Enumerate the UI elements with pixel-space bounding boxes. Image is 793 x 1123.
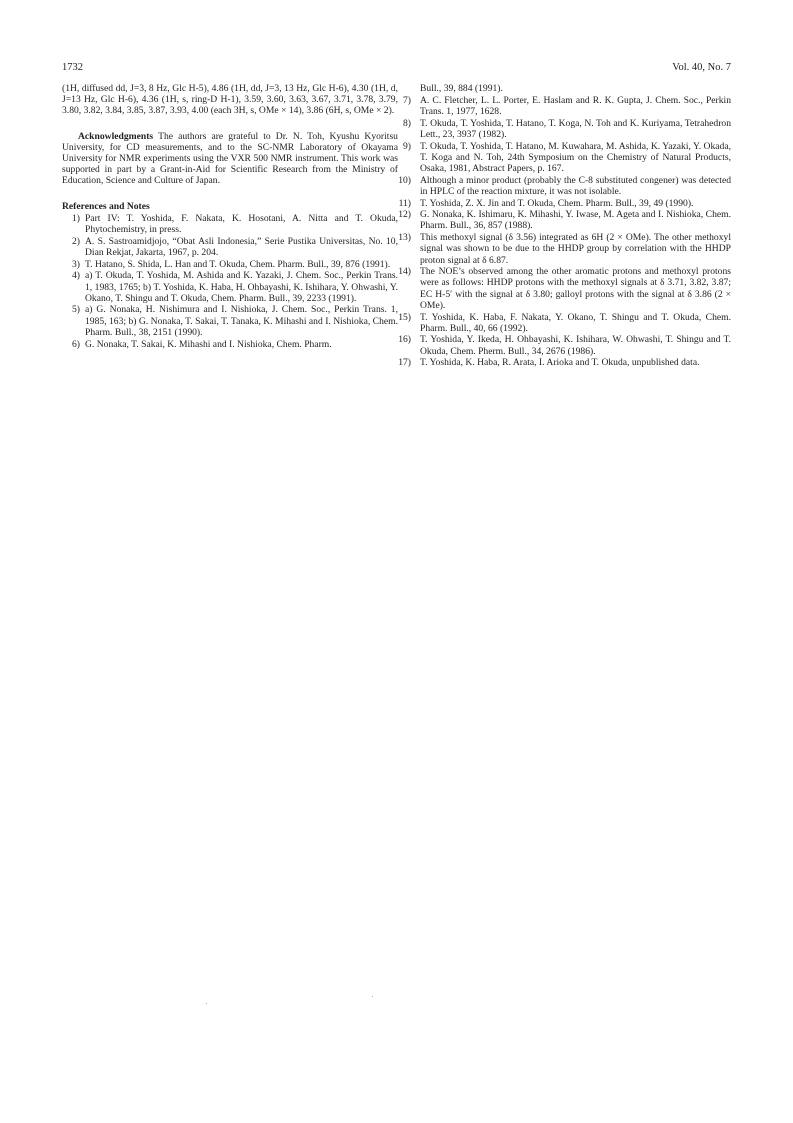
reference-text: The NOE’s observed among the other aromatic protons and methoxyl protons were as follows: HHDP protons with the methoxyl signals at δ 3.71, 3.82, 3.87; EC H-5′ with the signal at δ 3.80; galloyl protons with the signal at δ 3.86 (2 × OMe). [420,266,731,311]
journal-volume: Vol. 40, No. 7 [672,62,731,73]
nmr-data-text: (1H, diffused dd, J=3, 8 Hz, Glc H-5), 4.86 (1H, dd, J=3, 13 Hz, Glc H-6), 4.30 (1H, d, J=13 Hz, Glc H-6), 4.36 (1H, s, ring-D H-1), 3.59, 3.60, 3.63, 3.67, 3.71, 3.78, 3.79, 3.80, 3.82, 3.84, 3.85, 3.87, 3.93, 4.00 (each 3H, s, OMe × 14), 3.86 (6H, s, OMe × 2). [62,83,398,117]
references-list-left [62,213,398,350]
reference-text: T. Yoshida, K. Haba, R. Arata, I. Arioka and T. Okuda, unpublished data. [420,357,700,369]
reference-text: T. Hatano, S. Shida, L. Han and T. Okuda, Chem. Pharm. Bull., 39, 876 (1991). [85,258,391,270]
reference-number: 5) [72,304,80,316]
reference-number: 12) [398,209,411,221]
reference-item [395,334,731,356]
reference-number: 1) [72,212,80,224]
reference-number: 13) [398,232,411,244]
reference-text: T. Yoshida, Z. X. Jin and T. Okuda, Chem. Pharm. Bull., 39, 49 (1990). [420,197,694,209]
reference-item [395,312,731,334]
reference-text: Part IV: T. Yoshida, F. Nakata, K. Hosotani, A. Nitta and T. Okuda, Phytochemistry, in press. [85,212,398,236]
reference-item [62,259,398,270]
reference-text: T. Yoshida, Y. Ikeda, H. Ohbayashi, K. Ishihara, W. Ohwashi, T. Shingu and T. Okuda, Chem. Pherm. Bull., 34, 2676 (1986). [420,334,731,357]
reference-item [62,339,398,350]
reference-number: 16) [398,334,411,346]
reference-item [395,357,731,368]
reference-item [395,118,731,140]
reference-text: G. Nonaka, T. Sakai, K. Mihashi and I. Nishioka, Chem. Pharm. [85,338,332,350]
reference-number: 3) [72,258,80,270]
references-heading: References and Notes [62,200,150,212]
reference-number: 17) [398,357,411,369]
scan-speck [372,996,373,997]
reference-item [62,236,398,258]
acknowledgments-heading: Acknowledgments [78,130,154,142]
acknowledgments [62,131,398,187]
reference-text: Although a minor product (probably the C-8 substituted congener) was detected in HPLC of the reaction mixture, it was not isolable. [420,174,731,197]
reference-number: 2) [72,235,80,247]
reference-item [62,270,398,304]
reference-number: 11) [398,197,411,209]
acknowledgments-text: The authors are grateful to Dr. N. Toh, Kyushu Kyoritsu University, for CD measurements, and to the SC-NMR Laboratory of Okayama University for NMR experiments using the VXR 500 NMR instrument. This work was supported in part by a Grant-in-Aid for Scientific Research from the Ministry of Education, Science and Culture of Japan. [62,130,398,187]
reference-number: 7) [403,94,411,106]
reference-item [395,198,731,209]
reference-item [62,213,398,235]
reference-text: G. Nonaka, K. Ishimaru, K. Mihashi, Y. Iwase, M. Ageta and I. Nishioka, Chem. Pharm. Bull., 36, 857 (1988). [420,209,731,232]
reference-number: 6) [72,338,80,350]
right-column [395,83,731,369]
reference-number: 8) [403,117,411,129]
page-header [62,62,731,76]
reference-item [395,175,731,197]
reference-text: a) T. Okuda, T. Yoshida, M. Ashida and K. Yazaki, J. Chem. Soc., Perkin Trans. 1, 1983, 1765; b) T. Yoshida, K. Haba, H. Ohbayashi, K. Ishihara, Y. Ohwashi, Y. Okano, T. Shingu and T. Okuda, Chem. Pharm. Bull., 39, 2233 (1991). [85,270,398,304]
reference-number: 10) [398,174,411,186]
left-column [62,83,398,350]
reference-item [395,266,731,311]
reference-item [62,304,398,338]
reference-item [395,209,731,231]
reference-number: 9) [403,140,411,152]
reference-number: 15) [398,311,411,323]
reference-text: This methoxyl signal (δ 3.56) integrated as 6H (2 × OMe). The other methoxyl signal was shown to be due to the HHDP group by correlation with the HHDP proton signal at δ 6.87. [420,232,731,266]
reference-number: 4) [72,270,80,282]
reference-text: A. S. Sastroamidjojo, “Obat Asli Indonesia,” Serie Pustika Universitas, No. 10, Dian Rekjat, Jakarta, 1967, p. 204. [85,235,398,258]
scan-speck [206,1003,207,1004]
reference-continuation: Bull., 39, 884 (1991). [420,83,503,94]
reference-item [395,232,731,266]
reference-number: 14) [398,266,411,278]
reference-text: T. Yoshida, K. Haba, F. Nakata, Y. Okano, T. Shingu and T. Okuda, Chem. Pharm. Bull., 40, 66 (1992). [420,311,731,334]
reference-item [395,141,731,175]
reference-item [395,95,731,117]
page-number: 1732 [62,62,83,73]
reference-text: T. Okuda, T. Yoshida, T. Hatano, T. Koga, N. Toh and K. Kuriyama, Tetrahedron Lett., 23, 3937 (1982). [420,117,731,140]
reference-text: A. C. Fletcher, L. L. Porter, E. Haslam and R. K. Gupta, J. Chem. Soc., Perkin Trans. 1, 1977, 1628. [420,94,731,117]
reference-text: T. Okuda, T. Yoshida, T. Hatano, M. Kuwahara, M. Ashida, K. Yazaki, Y. Okada, T. Koga and N. Toh, 24th Symposium on the Chemistry of Natural Products, Osaka, 1981, Abstract Papers, p. 167. [420,140,731,174]
reference-text: a) G. Nonaka, H. Nishimura and I. Nishioka, J. Chem. Soc., Perkin Trans. 1, 1985, 163; b) G. Nonaka, T. Sakai, T. Tanaka, K. Mihashi and I. Nishioka, Chem. Pharm. Bull., 38, 2151 (1990). [85,304,398,338]
